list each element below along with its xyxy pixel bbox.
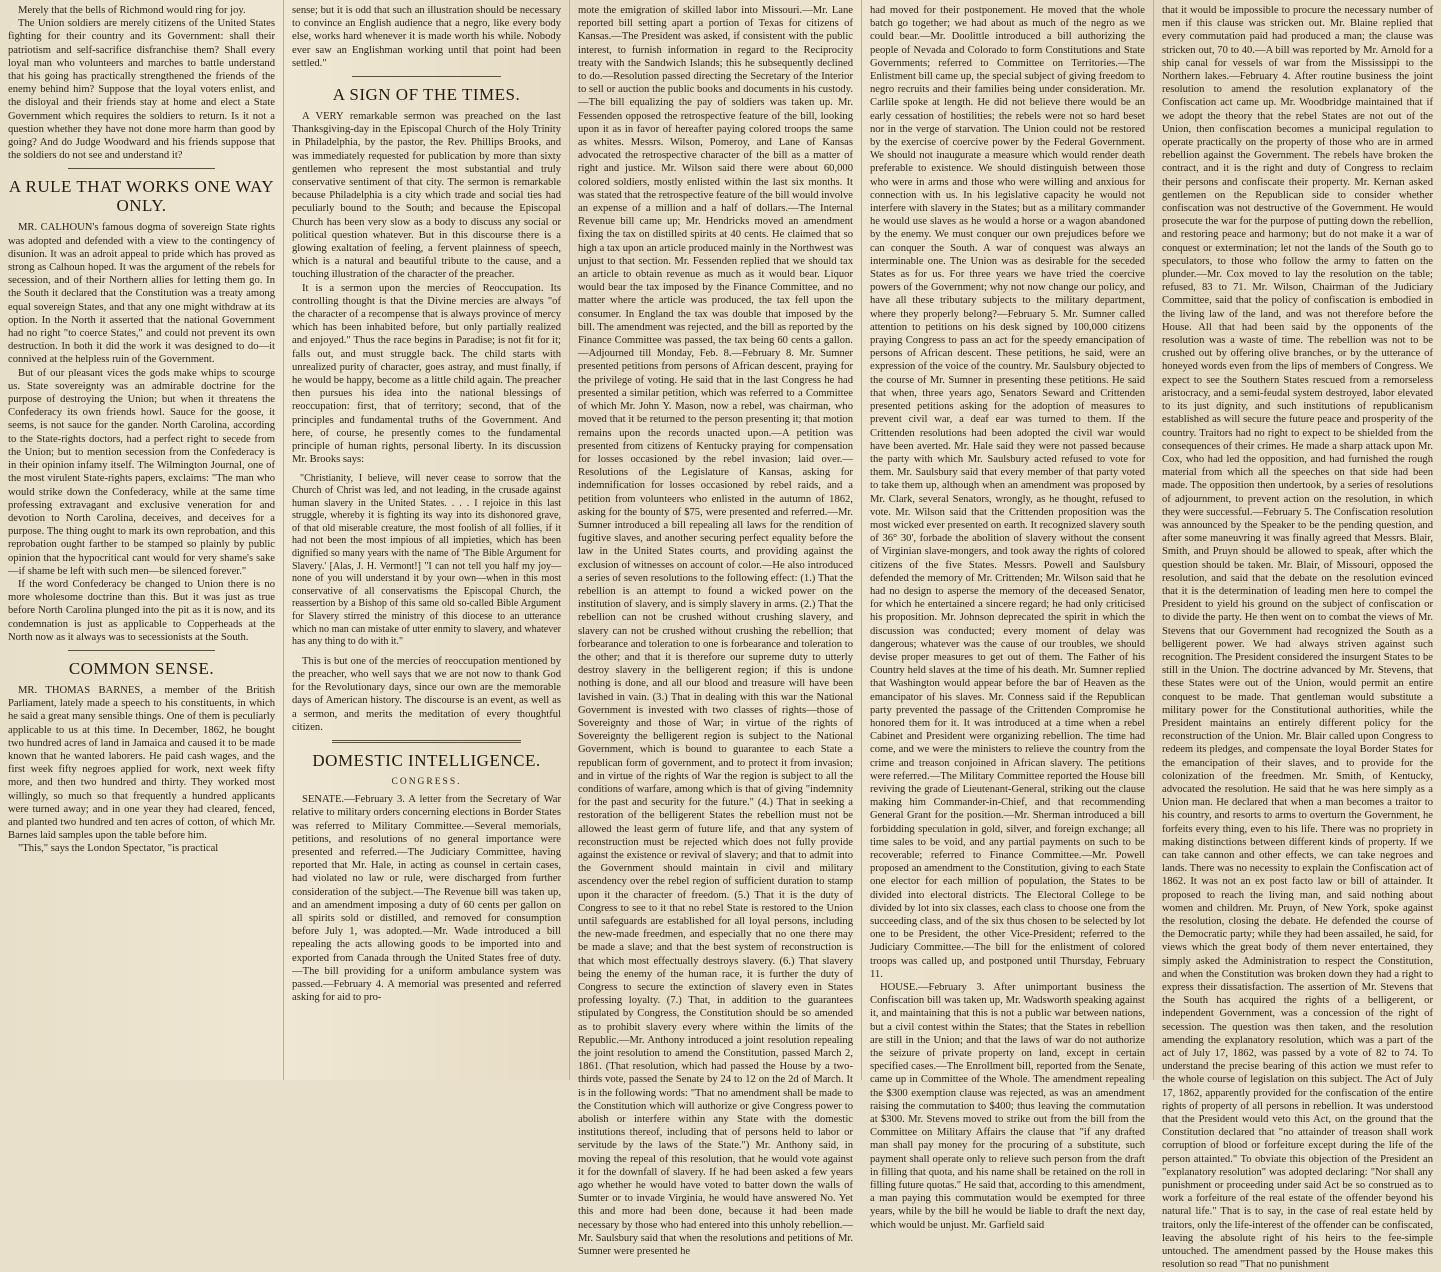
article-paragraph: But of our pleasant vices the gods make whips to scourge us. State sovereignty was an admirable doctrine for the purpose of destroying the Union; but when it threatens the Confederacy its own friends howl. Sauce for the goose, it seems, is not sauce for the gander. North Carolina, according to the State-rights doctors, had a perfect right to secede from the Union; but to mention secession from the Confederacy is in their opinion infamy itself. The Wilmington Journal, one of the most virulent State-rights papers, exclaims: "The man who would strike down the Confederacy, while at the same time professing extravagant and exclusive veneration for and devotion to North Carolina, deceives, and deceives for a purpose. The thing ought to mark its own reprobation, and this reprobation ought farther to be stamped so plainly by public opinion that the hypocritical cant would for very shame's sake—if shame be left with such men—be silenced forever." <box>8 367 275 577</box>
heading-rule-one-way: A RULE THAT WORKS ONE WAY ONLY. <box>8 177 275 216</box>
congress-report: had moved for their postponement. He moved that the whole batch go together; we had about as much of the negro as we could bear.—Mr. Doolittle introduced a bill authorizing the people of Nevada and Colorado to form Constitutions and State Governments; referred to Committee on Territories.—The Enlistment bill came up, the special subject of giving freedom to negro recruits and their families being under consideration. Mr. Carlile spoke at length. He did not believe there would be an early cessation of hostilities; the rebels were not so hard beset nor in the verge of starvation. The Union could not be restored by the exercise of coercive power by the Federal Government. We should not inaugurate a measure which would render death preferable to existence. We should distinguish between those who were in arms and those who were willing and anxious for connection with us. In his legislative capacity he would not interfere with slavery in the States; but as a military commander he would use slaves as he would a horse or a wagon abandoned by the enemy. We must conquer our own prejudices before we can conquer the South. A war of conquest was always an interminable one. The Union was as desirable for the seceded States as for us. For three years we have tried the coercive powers of the Government; why not now change our policy, and have all these tributary subjects to the military department, where they properly belong?—February 5. Mr. Sumner called attention to petitions on his desk signed by 100,000 citizens praying Congress to pass an act for the speedy emancipation of persons of African descent. These petitions, he said, were an expression of the voice of the country. Mr. Saulsbury objected to the course of Mr. Sumner in presenting these petitions. He said that when, three years ago, Senators Seward and Crittenden presented petitions asking for the adoption of measures to prevent civil war, a deaf ear was turned to them. If the Crittenden resolutions had been adopted the civil war would have been averted. Mr. Hale said they were not passed because the party with which Mr. Saulsbury acted refused to vote for them. Mr. Saulsbury said that every member of that party voted to take them up, although when an amendment was proposed by Mr. Clark, several Senators, wrongly, as he thought, refused to vote. Mr. Wilson said that the Crittenden proposition was the most wicked ever presented on earth. It recognized slavery south of 36° 30', forbade the abolition of slavery without the consent of Virginian slave-mongers, and took away the rights of colored citizens of the five States. Messrs. Powell and Saulsbury defended the memory of Mr. Crittenden; Mr. Wilson said that he had no design to asperse the memory of the deceased Senator, for which he entertained a sincere regard; he had only criticised his proposition. Mr. Johnson deprecated the spirit in which the discussion was conducted; every moment of delay was dangerous; whatever was the cause of our troubles, we should devise proper measures to get out of them. The Father of his Country held slaves at the time of his death. Mr. Sumner replied that Washington would appear before the bar of Heaven as the emancipator of his slaves. Mr. Conness said if the Republican party prevented the passage of the Crittenden Compromise he honored them for it. It was introduced at a time when a rebel Cabinet and President were organizing rebellion. The time had come, and we were the ministers to relieve the country from the crime and treason conjoined in African slavery. The petitions were referred.—The Military Committee reported the House bill reviving the grade of Lieutenant-General, striking out the clause making him Commander-in-Chief, and that recommending General Grant for the position.—Mr. Sherman introduced a bill forbidding speculation in gold, silver, and foreign exchange; all time sales to be void, and any partial payments on such to be recoverable; referred to Finance Committee.—Mr. Powell proposed an amendment to the Constitution, giving to each State one elector for each million of population, the States to be divided into electoral districts. The Electoral College to be divided by lot into six classes, each class to choose one from the succeeding class, and of the six thus chosen to be selected by lot one to be President, the other Vice-President; referred to the Judiciary Committee.—The bill for the enlistment of colored troops was called up, and postponed until Thursday, February 11. <box>870 5 1145 980</box>
heading-sign-of-times: A SIGN OF THE TIMES. <box>332 85 521 105</box>
divider <box>352 76 501 77</box>
subheading-congress: CONGRESS. <box>391 777 462 788</box>
sermon-quote <box>292 473 561 649</box>
column-5 <box>1154 0 1441 1271</box>
soldiers-paragraph: The Union soldiers are merely citizens of the United States fighting for their country and its Government: shall their patriotism and self-sacrifice disfranchise them? Shall every loyal man who volunteers and marches to battle understand that his going has practically strengthened the friends of the enemy behind him? Suppose that the loyal voters enlist, and the disloyal and their friends stay at home and elect a State Government which requires the soldiers to return. Is it not a question whether they have not done more harm than good by going? And do Judge Woodward and his friends suppose that the soldiers do not see and understand it? <box>8 18 275 162</box>
article-paragraph: SENATE.—February 3. A letter from the Secretary of War relative to military orders concerning elections in Border States was referred to Military Committee.—Several memorials, petitions, and resolutions of no general importance were presented and referred.—The Judiciary Committee, having reported that Mr. Hale, in acting as counsel in certain cases, had violated no law or rule, were discharged from further consideration of the subject.—The Revenue bill was taken up, and an amendment imposing a duty of 60 cents per gallon on all spirits sold or distilled, and removed for consumption before July 1, was adopted.—Mr. Wade introduced a bill repealing the acts allowing goods to be imported into and exported from Canada through the United States free of duty.—The bill providing for a uniform ambulance system was passed.—February 4. A memorial was presented and referred asking for aid to pro- <box>292 794 561 1004</box>
article-paragraph: A VERY remarkable sermon was preached on the last Thanksgiving-day in the Episcopal Church of the Holy Trinity in Philadelphia, by the pastor, the Rev. Phillips Brooks, and was immediately requested for publication by more than sixty gentlemen who represent the most substantial and truly conservative sentiment of that city. The sermon is remarkable because Philadelphia is a city which trade and social ties had peculiarly bound to the South; and because the Episcopal Church has been very slow as a body to discuss any social or political question whatever. But in this discourse there is a glowing exaltation of feeling, a fervent plainness of speech, which is a natural and beautiful tribute to the cause, and a touching illustration of the character of the preacher. <box>292 111 561 281</box>
article-paragraph: "This," says the London Spectator, "is practical <box>18 843 219 855</box>
divider <box>68 168 215 169</box>
divider <box>332 740 521 743</box>
continued-paragraph: sense; but it is odd that such an illustration should be necessary to convince an English audience that a negro, like every body else, works hard whenever it is made worth his while. Nobody ever saw an Englishman working until that point had been settled." <box>292 5 561 69</box>
intro-paragraph: Merely that the bells of Richmond would ring for joy. <box>18 5 246 16</box>
house-report: HOUSE.—February 3. After unimportant business the Confiscation bill was taken up, Mr. Wadsworth speaking against it, and maintaining that this is not a public war between nations, but a civil contest within the States; that the States in rebellion are still in the Union; and that the laws of war do not authorize the seizure of private property on land, except in certain specified cases.—The Enrollment bill, reported from the Senate, came up in Committee of the Whole. The amendment repealing the $300 exemption clause was rejected, as was an amendment raising the commutation to $400; thus leaving the commutation at $300. Mr. Stevens moved to strike out from the bill from the Committee on Military Affairs the clause that "if any drafted man shall pay money for the procuring of a substitute, such payment shall operate only to relieve such person from the draft in filling that quota, and his name shall be retained on the roll in filling future quotas." He said that, according to this amendment, a man paying this commutation would be exempted for three years, while by the bill he would be liable to draft the next day, which would be unjust. Mr. Garfield said <box>870 982 1145 1231</box>
house-report-continued: that it would be impossible to procure the necessary number of men if this clause was stricken out. Mr. Blaine replied that every commutation paid had produced a man; the clause was stricken out, 70 to 40.—A bill was reported by Mr. Arnold for a ship canal for vessels of war from the Mississippi to the Northern lakes.—February 4. After routine business the joint resolution to amend the resolution explanatory of the Confiscation act came up. Mr. Woodbridge maintained that if we adopt the theory that the rebel States are not out of the Union, then confiscation becomes a municipal regulation to operate practically on the property of those who are in armed rebellion against the Government. The rebels have broken the contract, and it is the right and duty of Congress to reclaim their persons and confiscate their property. Mr. Kernan asked gentlemen on the Republican side to consider whether confiscation was not destructive of the Government. He would prosecute the war for the purpose of putting down the rebellion, and restoring peace and harmony; but do not make it a war of conquest or extermination; let not the lands of the South go to speculators, to those who follow the army to fatten on the plunder.—Mr. Cox moved to lay the resolution on the table; refused, 83 to 71. Mr. Wilson, Chairman of the Judiciary Committee, said that the policy of confiscation is embodied in the living law of the land, and was not therefore before the House. All that had been said by the opponents of the resolution was a waste of time. The rebellion was not to be crushed out by offering olive branches, or by the utterance of honeyed words even from the lips of members of Congress. We expect to see the Southern States rescued from a remorseless aristocracy, and a semi-feudal system destroyed, labor elevated to its just dignity, and such institutions of republicanism established as will secure the future peace and prosperity of the country. Traitors had no right to expect to be shielded from the consequences of their crimes. He made a sharp attack upon Mr. Cox, who had led the opposition, and had furnished the rough material from which all the speeches on that side had been made. The opposition then undertook, by a series of resolutions of adjournment, to prevent action on the resolution, in which they were successful.—February 5. The Confiscation resolution was announced by the Speaker to be the pending question, and after some maneuvring it was finally agreed that Messrs. Blair, Smith, and Pruyn should be allowed to speak, after which the question should be taken. Mr. Blair, of Missouri, opposed the resolution, and said that the debate on the resolution evinced that it is the determination of leading men here to compel the President to yield his ground on the subject of confiscation or to divide the party. He then went on to combat the views of Mr. Stevens that our Government had recognized the South as a belligerent power. We had always striven against such recognition. The President considered the insurgent States to be still in the Union. The doctrine advanced by Mr. Stevens, that these States were out of the Union, would permit an entire conquest to be made. That gentleman would substitute a military power for the Constitutional authorities, while the President maintains an entirely different policy for the reconstruction of the Union. Mr. Blair called upon Congress to redeem its pledges, and compensate the loyal Border States for the emancipation of their slaves, and to provide for the colonization of the freedmen. Mr. Smith, of Kentucky, advocated the resolution. He said that he was here simply as a Union man. He declared that when a man becomes a traitor to his country, and resorts to arms to overturn the Government, he forfeits every thing, even to his life. There was no propriety in making distinctions between different kinds of property. If we can take cannon and other effects, we can take negroes and lands. There was no necessity to explain the Confiscation act of 1862. It was not an ex post facto law or bill of attainder. It proposed to reach the living man, and said nothing about women and children. Mr. Pruyn, of New York, spoke against the resolution, closing the debate. He defended the course of the Democratic party; while they had been assailed, he said, for views which the great body of them never entertained, they simply asked the Administration to respect the Constitution, and when the Constitution was broken down they had a right to express their dissatisfaction. The assertion of Mr. Stevens that the South has acquired the rights of a belligerent, or independent Government, was a concession of the right of secession. The question was then taken, and the resolution amending the explanatory resolution, which was a part of the act of July 17, 1862, was passed by a vote of 82 to 74. To understand the precise bearing of this action we must refer to the whole course of legislation on this subject. The Act of July 17, 1862, apparently provided for the confiscation of the entire rights of property of all persons in rebellion. It was understood that the President would veto this Act, on the ground that the Constitution declared that "no attainder of treason shall work corruption of blood or forfeiture except during the life of the person attainted." To obviate this objection of the President an "explanatory resolution" was adopted declaring: "Nor shall any punishment or proceeding under said Act be so construed as to work a forfeiture of the real estate of the offender beyond his natural life." That is to say, in the case of real estate held by traitors, only the life-interest of the offender can be confiscated, leaving the absolute right of his heirs to the fee-simple untouched. The amendment passed by the House makes this resolution so read "That no punishment <box>1162 5 1433 1271</box>
article-paragraph: MR. THOMAS BARNES, a member of the British Parliament, lately made a speech to his constituents, in which he said a great many sensible things. One of them is peculiarly applicable to us at this time. In December, 1862, he bought two hundred acres of land in Jamaica and caused it to be made known that he wanted laborers. He paid cash wages, and the first week fifty negroes applied for work, next week fifty more, and then two hundred and thirty. They worked most willingly, so much so that frequently a hundred applicants were turned away; and in one year they had cleared, fenced, and planted two hundred and ten acres of cotton, of which Mr. Barnes laid samples upon the table before him. <box>8 684 275 842</box>
column-3 <box>570 0 862 1258</box>
article-paragraph: MR. CALHOUN's famous dogma of sovereign State rights was adopted and defended with a view to the contingency of disunion. It was an adroit appeal to pride which has proved as strong as Calhoun hoped. It was the argument of the rebels for secession, and of their Northern allies for letting them go. In the South it declared that the Constitution was a treaty among equal sovereign States, and that any one might withdraw at its option. In the North it asserted that the national Government had no right "to coerce States," and could not prevent its own destruction. In both it did the work it was designed to do—it connived at the helpless ruin of the Government. <box>8 222 275 366</box>
column-4 <box>862 0 1154 1231</box>
article-paragraph: If the word Confederacy be changed to Union there is no more wholesome doctrine than this. But it was just as true before North Carolina plunged into the pit as it is now, and its condemnation is just as applicable to Copperheads at the North now as it always was to secessionists at the South. <box>8 578 275 643</box>
article-paragraph: This is but one of the mercies of reoccupation mentioned by the preacher, who well says that we are not now to thank God for the Revolutionary days, since our own are the memorable days of American history. The discourse is an event, as well as a sermon, and merits the meditation of every thoughtful citizen. <box>292 655 561 733</box>
heading-domestic-intelligence: DOMESTIC INTELLIGENCE. <box>312 751 541 771</box>
heading-common-sense: COMMON SENSE. <box>68 658 215 678</box>
quote-text: "Christianity, I believe, will never cease to sorrow that the Church of Christ was led, and not leading, in the crusade against human slavery in the United States. . . . I rejoice in this last struggle, whereby it is fighting its way into its dishonored grave, of that old miserable creature, the most foolish of all follies, if it had not been the most impious of all impieties, which has been dignified so many years with the name of 'The Bible Argument for Slavery.' [Alas, J. H. Vermont!] "I can not tell you half my joy—none of you will understand it by your own—when in this most conservative of all conservatisms the Episcopal Church, the reassertion by a Bishop of this same old so-called Bible Argument for Slavery stirred the ministry of this diocese to an utterance which no man can mistake of utter enmity to slavery, and whatever has any thing to do with it." <box>292 472 561 648</box>
divider <box>68 650 215 651</box>
column-1 <box>0 0 284 1080</box>
column-2 <box>284 0 570 1080</box>
article-paragraph: It is a sermon upon the mercies of Reoccupation. Its controlling thought is that the Divine mercies are always "of the character of a recompense that is always province of mercy which has been inhabited before, but only partially realized and enjoyed." Thus the race begins in Paradise; is not fit for it; falls out, and must struggle back. The child starts with unrealized purity of character, goes astray, and must finally, if he would be happy, become as a little child again. The preacher then pursues his idea into the national blessings of reoccupation: first, that of territory; second, that of the principles and fundamental truths of the Government. And here, of course, he presently comes to the fundamental principle of human rights, personal liberty. In its discussion Mr. Brooks says: <box>292 282 561 466</box>
congress-report: mote the emigration of skilled labor into Missouri.—Mr. Lane reported bill setting apart a portion of Texas for citizens of Kansas.—The President was asked, if consistent with the public interest, to furnish information in regard to the Reciprocity treaty with the Sandwich Islands; this he subsequently declined to do.—Resolution passed directing the Secretary of the Interior to sell or auction the public books and documents in his custody.—The bill equalizing the pay of soldiers was taken up. Mr. Fessenden opposed the retrospective feature of the bill, looking upon it as in favor of hereafter paying colored troops the same as whites. Messrs. Wilson, Pomeroy, and Lane of Kansas advocated the retrospective character of the bill as a matter of right and justice. Mr. Wilson said there were about 60,000 colored soldiers, mostly enlisted within the last six months. It was stated that the retrospective feature of the bill would involve an expense of a million and a half of dollars.—The Internal Revenue bill came up; Mr. Hendricks moved an amendment fixing the tax on distilled spirits at 40 cents. He claimed that so high a tax upon an article produced mainly in the Northwest was unjust to that section. Mr. Fessenden replied that we should tax an article to obtain revenue as much as it would bear. Liquor would bear the tax imposed by the Finance Committee, and no matter where the article was produced, the tax fell upon the consumer. In England the tax was double that imposed by the bill. The amendment was rejected, and the bill as reported by the Finance Committee was passed, the tax being 60 cents a gallon.—Adjourned till Monday, Feb. 8.—February 8. Mr. Sumner presented petitions from persons of African descent, praying for the privilege of voting. He said that in the last Congress he had presented a similar petition, which was referred to a Committee of which Mr. John Y. Mason, now a rebel, was chairman, who moved that it be returned to the person presenting it; that motion remains upon the records unacted upon.—A petition was presented from citizens of Kentucky praying for compensation for losses occasioned by the rebel invasion; laid over.—Resolutions of the Legislature of Kansas, asking for indemnification for losses occasioned by rebel raids, and a petition from volunteers who enlisted in the autumn of 1862, asking for the bounty of $75, were presented and referred.—Mr. Sumner introduced a bill repealing all laws for the rendition of fugitive slaves, and another securing perfect equality before the law in the United States courts, and providing against the exclusion of witnesses on account of color.—He also introduced a series of seven resolutions to the following effect: (1.) That the rebellion is an attempt to found a wicked power on the institution of slavery, and is simply slavery in arms. (2.) That the rebellion can not be crushed without crushing slavery, and slavery can not be crushed without crushing the rebellion; that forbearance and toleration to one is forbearance and toleration to the other; and that it is therefore our supreme duty to utterly destroy slavery in the belligerent region; if this is undone nothing is done, and all our blood and treasure will have been lavished in vain. (3.) That in dealing with this war the National Government is invested with two classes of rights—those of Sovereignty and those of War; in virtue of the rights of Sovereignty the belligerent region is subject to the National Government, which is bound to guarantee to each State a republican form of government, and to protect it from invasion; and in virtue of the rights of War the region is subject to all the conditions of warfare, among which is that of giving "indemnity for the past and security for the future." (4.) That in seeking a restoration of the belligerent States the rebellion must not be allowed the least germ of future life, and that any system of reconstruction must be rejected which does not fully provide against the existence or revival of slavery; and that to admit into the Government should maintain in civil and military ascendency over the rebel region of sufficient duration to stamp upon it the character of freedom. (5.) That it is the duty of Congress to see to it that no rebel State is restored to the Union until safeguards are established for all loyal persons, including the new-made freedmen, and especially that no one there may be made a slave; and that the best system of reconstruction is that which most effectually destroys slavery. (6.) That slavery being the enemy of the human race, it is further the duty of Congress to secure the extinction of slavery even in States professing loyalty. (7.) That, in addition to the guarantees stipulated by Congress, the Constitution should be so amended as to prohibit slavery every where within the limits of the Republic.—Mr. Anthony introduced a joint resolution repealing the joint resolution to amend the Constitution, passed March 2, 1861. (That resolution, which had passed the House by a two-thirds vote, passed the Senate by 24 to 12 on the 2d of March. It is in the following words: "That no amendment shall be made to the Constitution which will authorize or give Congress power to abolish or interfere within any State with the domestic institutions thereof, including that of persons held to labor or servitude by the laws of the State.") Mr. Anthony said, in moving the repeal of this resolution, that he would vote against it for the downfall of slavery. If he had been asked a few years ago whether he would have voted to batter down the walls of Sumter or to invade Virginia, he would have answered No. Yet this and more had been done, because it had been made necessary by those who had entered into this unholy rebellion.—Mr. Saulsbury said that when the resolutions and petitions of Mr. Sumner were presented he <box>578 5 853 1258</box>
